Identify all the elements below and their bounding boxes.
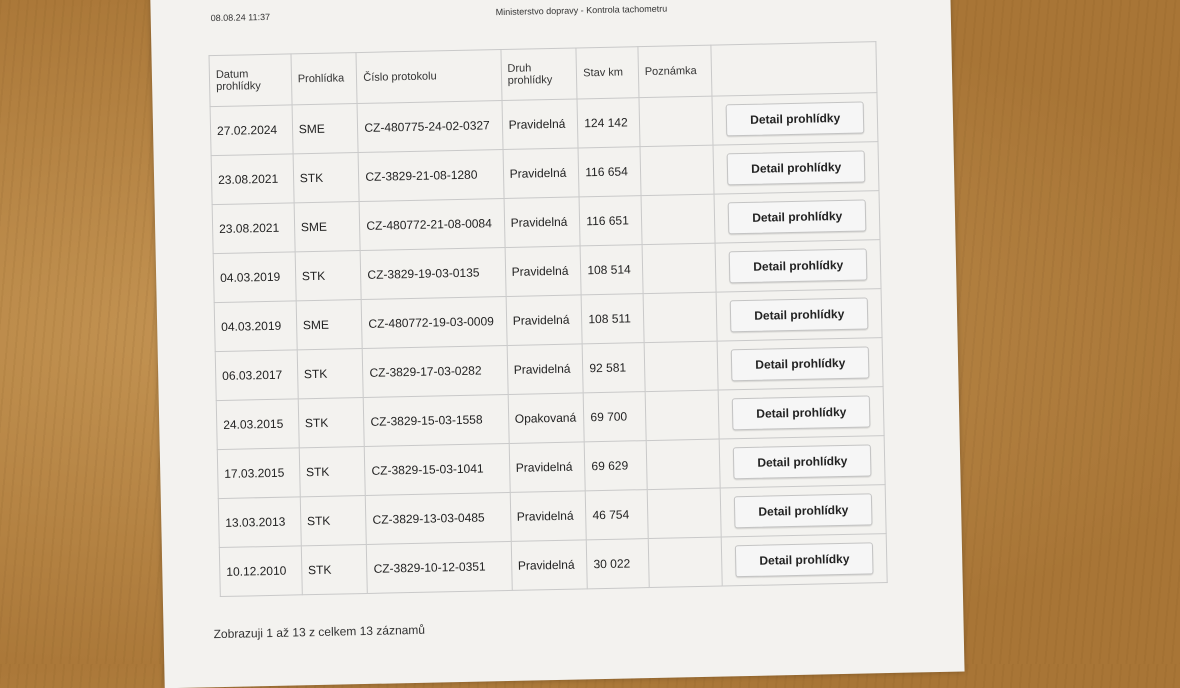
cell-inspection-kind: Pravidelná <box>507 344 584 395</box>
cell-note <box>645 390 720 441</box>
cell-protocol-number: CZ-3829-21-08-1280 <box>358 150 503 202</box>
cell-note <box>640 145 715 196</box>
detail-inspection-button[interactable]: Detail prohlídky <box>735 542 874 577</box>
cell-inspection-kind: Pravidelná <box>510 491 587 542</box>
cell-odometer-km: 108 511 <box>581 294 644 344</box>
cell-inspection-kind: Pravidelná <box>506 295 583 346</box>
cell-odometer-km: 116 654 <box>578 147 641 197</box>
cell-action <box>721 485 887 537</box>
cell-inspection-kind: Pravidelná <box>503 148 580 199</box>
cell-note <box>647 488 722 539</box>
cell-date: 04.03.2019 <box>213 252 296 303</box>
cell-inspection-type: STK <box>295 251 362 301</box>
col-date-header: Datum prohlídky <box>209 54 292 107</box>
cell-inspection-type: STK <box>301 544 368 594</box>
cell-inspection-type: STK <box>293 153 360 203</box>
cell-protocol-number: CZ-3829-10-12-0351 <box>367 541 512 593</box>
detail-inspection-button[interactable]: Detail prohlídky <box>726 101 865 136</box>
detail-inspection-button[interactable]: Detail prohlídky <box>734 493 873 528</box>
cell-action <box>713 142 879 194</box>
col-inspection-header: Prohlídka <box>291 53 358 105</box>
detail-inspection-button[interactable]: Detail prohlídky <box>728 199 867 234</box>
cell-date: 13.03.2013 <box>218 497 301 548</box>
cell-inspection-type: STK <box>297 349 364 399</box>
cell-inspection-type: STK <box>299 446 366 496</box>
cell-date: 23.08.2021 <box>212 203 295 254</box>
cell-protocol-number: CZ-480772-21-08-0084 <box>359 199 504 251</box>
cell-note <box>644 341 719 392</box>
cell-odometer-km: 69 700 <box>583 392 646 442</box>
cell-action <box>715 191 881 243</box>
detail-inspection-button[interactable]: Detail prohlídky <box>733 444 872 479</box>
cell-odometer-km: 124 142 <box>577 98 640 148</box>
cell-protocol-number: CZ-3829-19-03-0135 <box>360 248 505 300</box>
cell-action <box>716 240 882 292</box>
cell-inspection-type: SME <box>296 300 363 350</box>
cell-inspection-kind: Pravidelná <box>509 442 586 493</box>
cell-odometer-km: 108 514 <box>580 245 643 295</box>
cell-action <box>712 93 878 145</box>
cell-action <box>720 436 886 488</box>
cell-note <box>643 292 718 343</box>
records-summary: Zobrazuji 1 až 13 z celkem 13 záznamů <box>213 622 426 642</box>
col-protocol-header: Číslo protokolu <box>356 50 501 104</box>
cell-note <box>639 96 714 147</box>
print-title: Ministerstvo dopravy - Kontrola tachometru <box>495 3 668 18</box>
cell-date: 27.02.2024 <box>210 105 293 156</box>
cell-odometer-km: 30 022 <box>587 539 650 589</box>
cell-note <box>648 537 723 588</box>
cell-odometer-km: 46 754 <box>585 490 648 540</box>
cell-inspection-type: SME <box>292 104 359 154</box>
cell-odometer-km: 116 651 <box>579 196 642 246</box>
cell-protocol-number: CZ-480775-24-02-0327 <box>357 101 502 153</box>
col-kind-header: Druh prohlídky <box>501 48 578 101</box>
detail-inspection-button[interactable]: Detail prohlídky <box>727 150 866 185</box>
cell-action <box>717 289 883 341</box>
cell-odometer-km: 69 629 <box>584 441 647 491</box>
cell-protocol-number: CZ-3829-17-03-0282 <box>362 345 507 397</box>
cell-inspection-kind: Pravidelná <box>511 540 588 591</box>
cell-date: 23.08.2021 <box>211 154 294 205</box>
cell-date: 17.03.2015 <box>217 448 300 499</box>
cell-protocol-number: CZ-3829-15-03-1558 <box>364 394 509 446</box>
col-action-header <box>711 42 877 96</box>
cell-date: 24.03.2015 <box>216 399 299 450</box>
detail-inspection-button[interactable]: Detail prohlídky <box>730 297 869 332</box>
cell-date: 06.03.2017 <box>215 350 298 401</box>
cell-action <box>722 534 888 586</box>
cell-note <box>646 439 721 490</box>
inspection-table <box>208 41 887 597</box>
cell-protocol-number: CZ-3829-15-03-1041 <box>365 443 510 495</box>
print-timestamp: 08.08.24 11:37 <box>210 11 271 24</box>
cell-protocol-number: CZ-480772-19-03-0009 <box>361 296 506 348</box>
cell-inspection-kind: Pravidelná <box>504 197 581 248</box>
col-note-header: Poznámka <box>638 45 713 98</box>
detail-inspection-button[interactable]: Detail prohlídky <box>729 248 868 283</box>
cell-inspection-kind: Pravidelná <box>505 246 582 297</box>
cell-inspection-type: SME <box>294 202 361 252</box>
col-km-header: Stav km <box>576 47 639 99</box>
cell-protocol-number: CZ-3829-13-03-0485 <box>366 492 511 544</box>
detail-inspection-button[interactable]: Detail prohlídky <box>732 395 871 430</box>
cell-note <box>641 194 716 245</box>
cell-action <box>718 338 884 390</box>
cell-inspection-type: STK <box>300 495 367 545</box>
cell-note <box>642 243 717 294</box>
cell-date: 10.12.2010 <box>219 546 302 597</box>
paper-sheet <box>150 0 964 688</box>
cell-action <box>719 387 885 439</box>
detail-inspection-button[interactable]: Detail prohlídky <box>731 346 870 381</box>
cell-inspection-kind: Opakovaná <box>508 393 585 444</box>
cell-odometer-km: 92 581 <box>582 343 645 393</box>
cell-date: 04.03.2019 <box>214 301 297 352</box>
cell-inspection-type: STK <box>298 397 365 447</box>
cell-inspection-kind: Pravidelná <box>502 99 579 150</box>
